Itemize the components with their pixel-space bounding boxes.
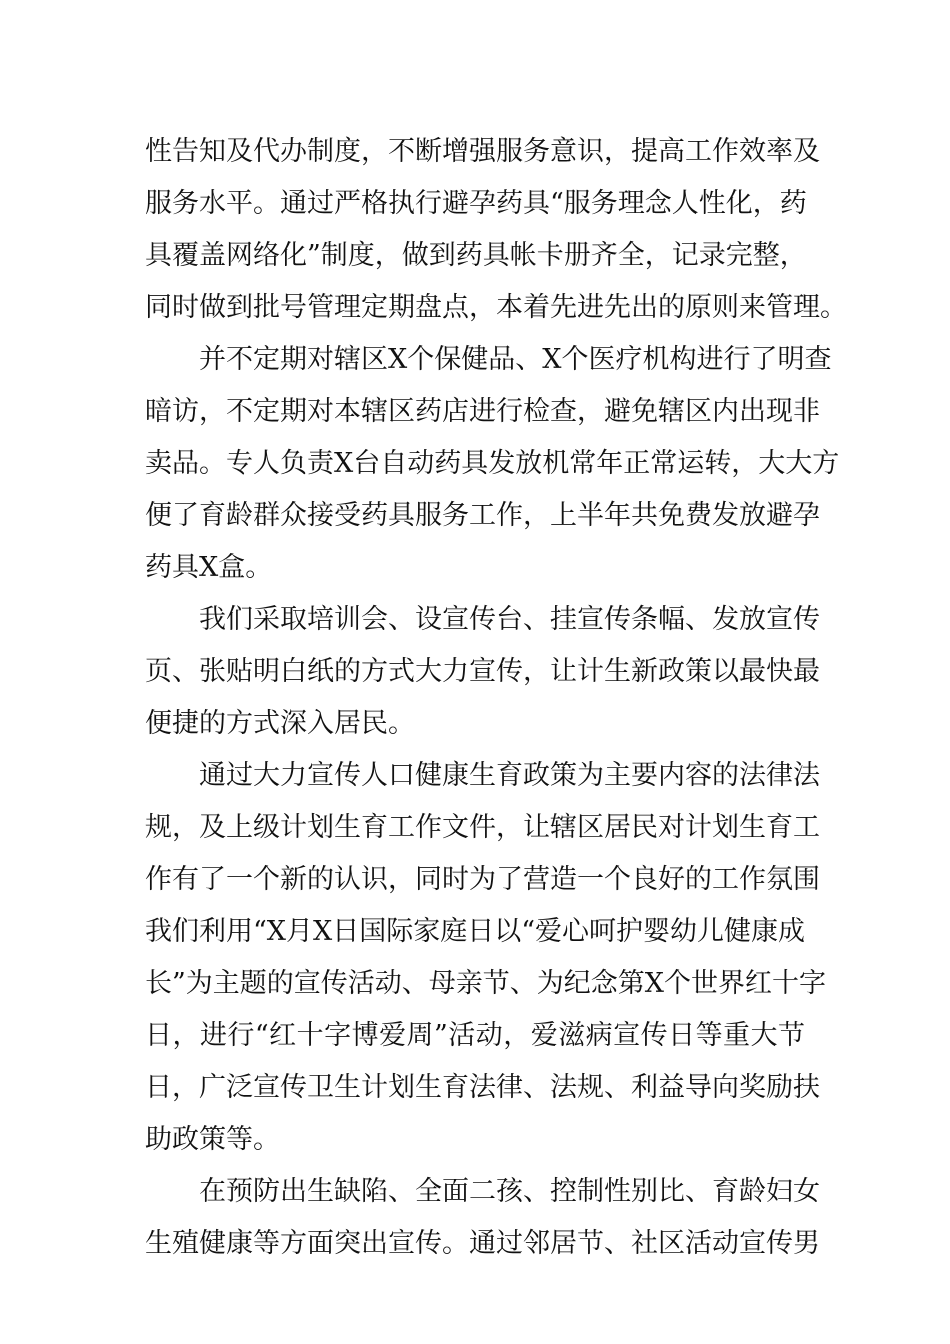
- text-line: 服务水平。通过严格执行避孕药具“服务理念人性化，药: [145, 188, 807, 219]
- text-line: 作有了一个新的认识，同时为了营造一个良好的工作氛围: [145, 864, 820, 895]
- text-line: 同时做到批号管理定期盘点，本着先进先出的原则来管理。: [145, 292, 847, 323]
- text-line: 便捷的方式深入居民。: [145, 708, 415, 739]
- text-line: 页、张贴明白纸的方式大力宣传，让计生新政策以最快最: [145, 656, 820, 687]
- text-line: 日，广泛宣传卫生计划生育法律、法规、利益导向奖励扶: [145, 1072, 820, 1103]
- text-line: 便了育龄群众接受药具服务工作，上半年共免费发放避孕: [145, 500, 820, 531]
- text-line: 具覆盖网络化”制度，做到药具帐卡册齐全，记录完整，: [145, 240, 807, 271]
- text-line: 日，进行“红十字博爱周”活动，爱滋病宣传日等重大节: [145, 1020, 805, 1051]
- text-line: 助政策等。: [145, 1124, 280, 1155]
- paragraph-first-line: 在预防出生缺陷、全面二孩、控制性别比、育龄妇女: [199, 1176, 820, 1207]
- paragraph-first-line: 我们采取培训会、设宣传台、挂宣传条幅、发放宣传: [199, 604, 820, 635]
- paragraph-first-line: 通过大力宣传人口健康生育政策为主要内容的法律法: [199, 760, 820, 791]
- text-line: 生殖健康等方面突出宣传。通过邻居节、社区活动宣传男: [145, 1228, 820, 1259]
- paragraph-first-line: 并不定期对辖区X个保健品、X个医疗机构进行了明查: [199, 344, 832, 375]
- text-line: 卖品。专人负责X台自动药具发放机常年正常运转，大大方: [145, 448, 840, 479]
- text-line: 我们利用“X月X日国际家庭日以“爱心呵护婴幼儿健康成: [145, 916, 806, 947]
- text-line: 规，及上级计划生育工作文件，让辖区居民对计划生育工: [145, 812, 820, 843]
- text-line: 长”为主题的宣传活动、母亲节、为纪念第X个世界红十字: [145, 968, 827, 999]
- text-line: 性告知及代办制度，不断增强服务意识，提高工作效率及: [145, 136, 820, 167]
- text-line: 药具X盒。: [145, 552, 273, 583]
- text-line: 暗访，不定期对本辖区药店进行检查，避免辖区内出现非: [145, 396, 820, 427]
